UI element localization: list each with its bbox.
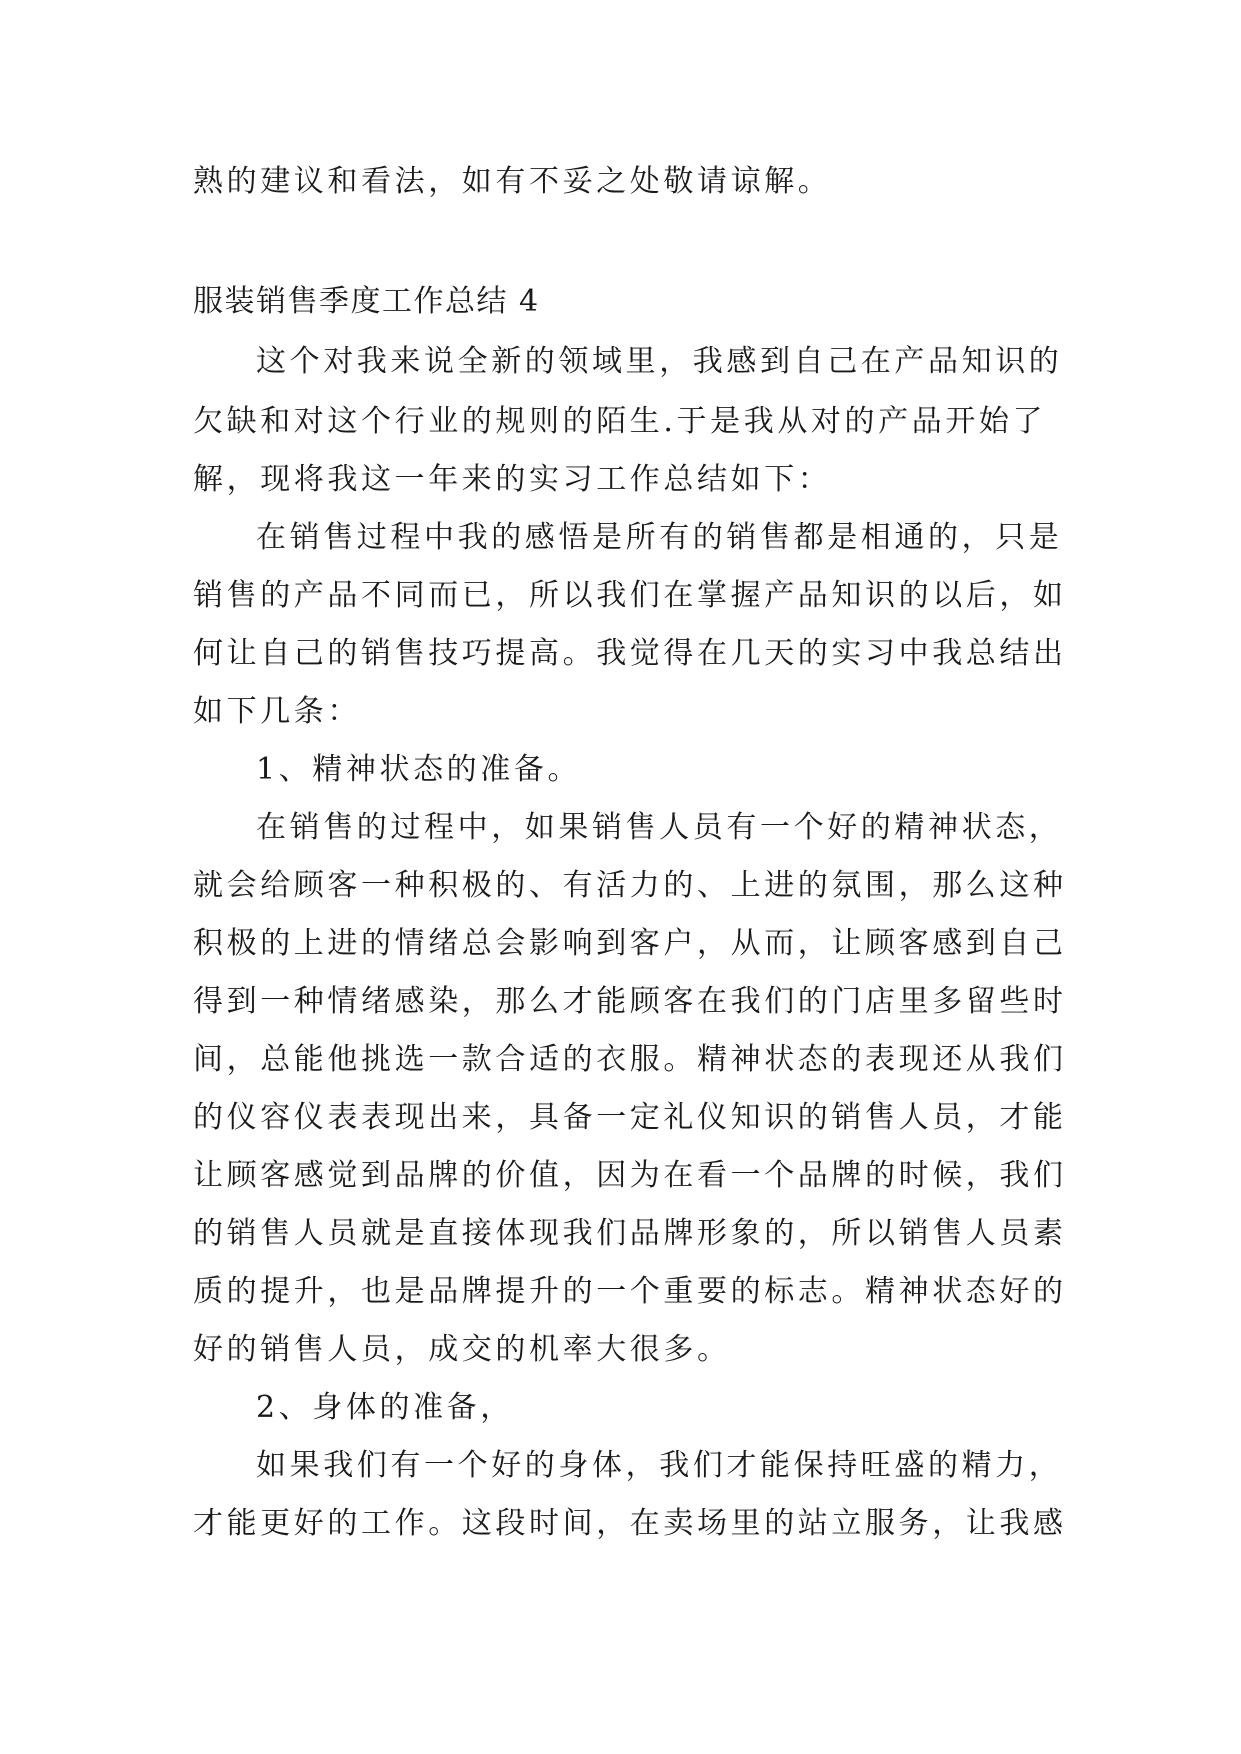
paragraph-line: 间，总能他挑选一款合适的衣服。精神状态的表现还从我们 — [193, 1042, 1067, 1077]
paragraph-line: 得到一种情绪感染，那么才能顾客在我们的门店里多留些时 — [193, 984, 1067, 1019]
paragraph-line: 好的销售人员，成交的机率大很多。 — [193, 1332, 731, 1367]
paragraph-line: 熟的建议和看法，如有不妥之处敬请谅解。 — [193, 164, 832, 199]
paragraph-line: 这个对我来说全新的领域里，我感到自己在产品知识的 — [256, 344, 1063, 379]
paragraph-line: 质的提升，也是品牌提升的一个重要的标志。精神状态好的 — [193, 1274, 1067, 1309]
paragraph-line: 在销售过程中我的感悟是所有的销售都是相通的，只是 — [256, 520, 1063, 555]
paragraph-line: 销售的产品不同而已，所以我们在掌握产品知识的以后，如 — [193, 578, 1067, 613]
paragraph-line: 欠缺和对这个行业的规则的陌生.于是我从对的产品开始了 — [193, 404, 1047, 439]
list-item-heading: 2、身体的准备， — [256, 1390, 514, 1425]
paragraph-line: 让顾客感觉到品牌的价值，因为在看一个品牌的时候，我们 — [193, 1158, 1067, 1193]
section-heading: 服装销售季度工作总结 4 — [193, 284, 540, 319]
paragraph-line: 的销售人员就是直接体现我们品牌形象的，所以销售人员素 — [193, 1216, 1067, 1251]
paragraph-line: 何让自己的销售技巧提高。我觉得在几天的实习中我总结出 — [193, 636, 1067, 671]
paragraph-line: 解，现将我这一年来的实习工作总结如下： — [193, 462, 832, 497]
paragraph-line: 积极的上进的情绪总会影响到客户，从而，让顾客感到自己 — [193, 926, 1067, 961]
paragraph-line: 如果我们有一个好的身体，我们才能保持旺盛的精力， — [256, 1448, 1063, 1483]
list-item-heading: 1、精神状态的准备。 — [256, 752, 582, 787]
paragraph-line: 才能更好的工作。这段时间，在卖场里的站立服务，让我感 — [193, 1506, 1067, 1541]
paragraph-line: 的仪容仪表表现出来，具备一定礼仪知识的销售人员，才能 — [193, 1100, 1067, 1135]
paragraph-line: 在销售的过程中，如果销售人员有一个好的精神状态， — [256, 810, 1063, 845]
paragraph-line: 就会给顾客一种积极的、有活力的、上进的氛围，那么这种 — [193, 868, 1067, 903]
paragraph-line: 如下几条： — [193, 694, 361, 729]
